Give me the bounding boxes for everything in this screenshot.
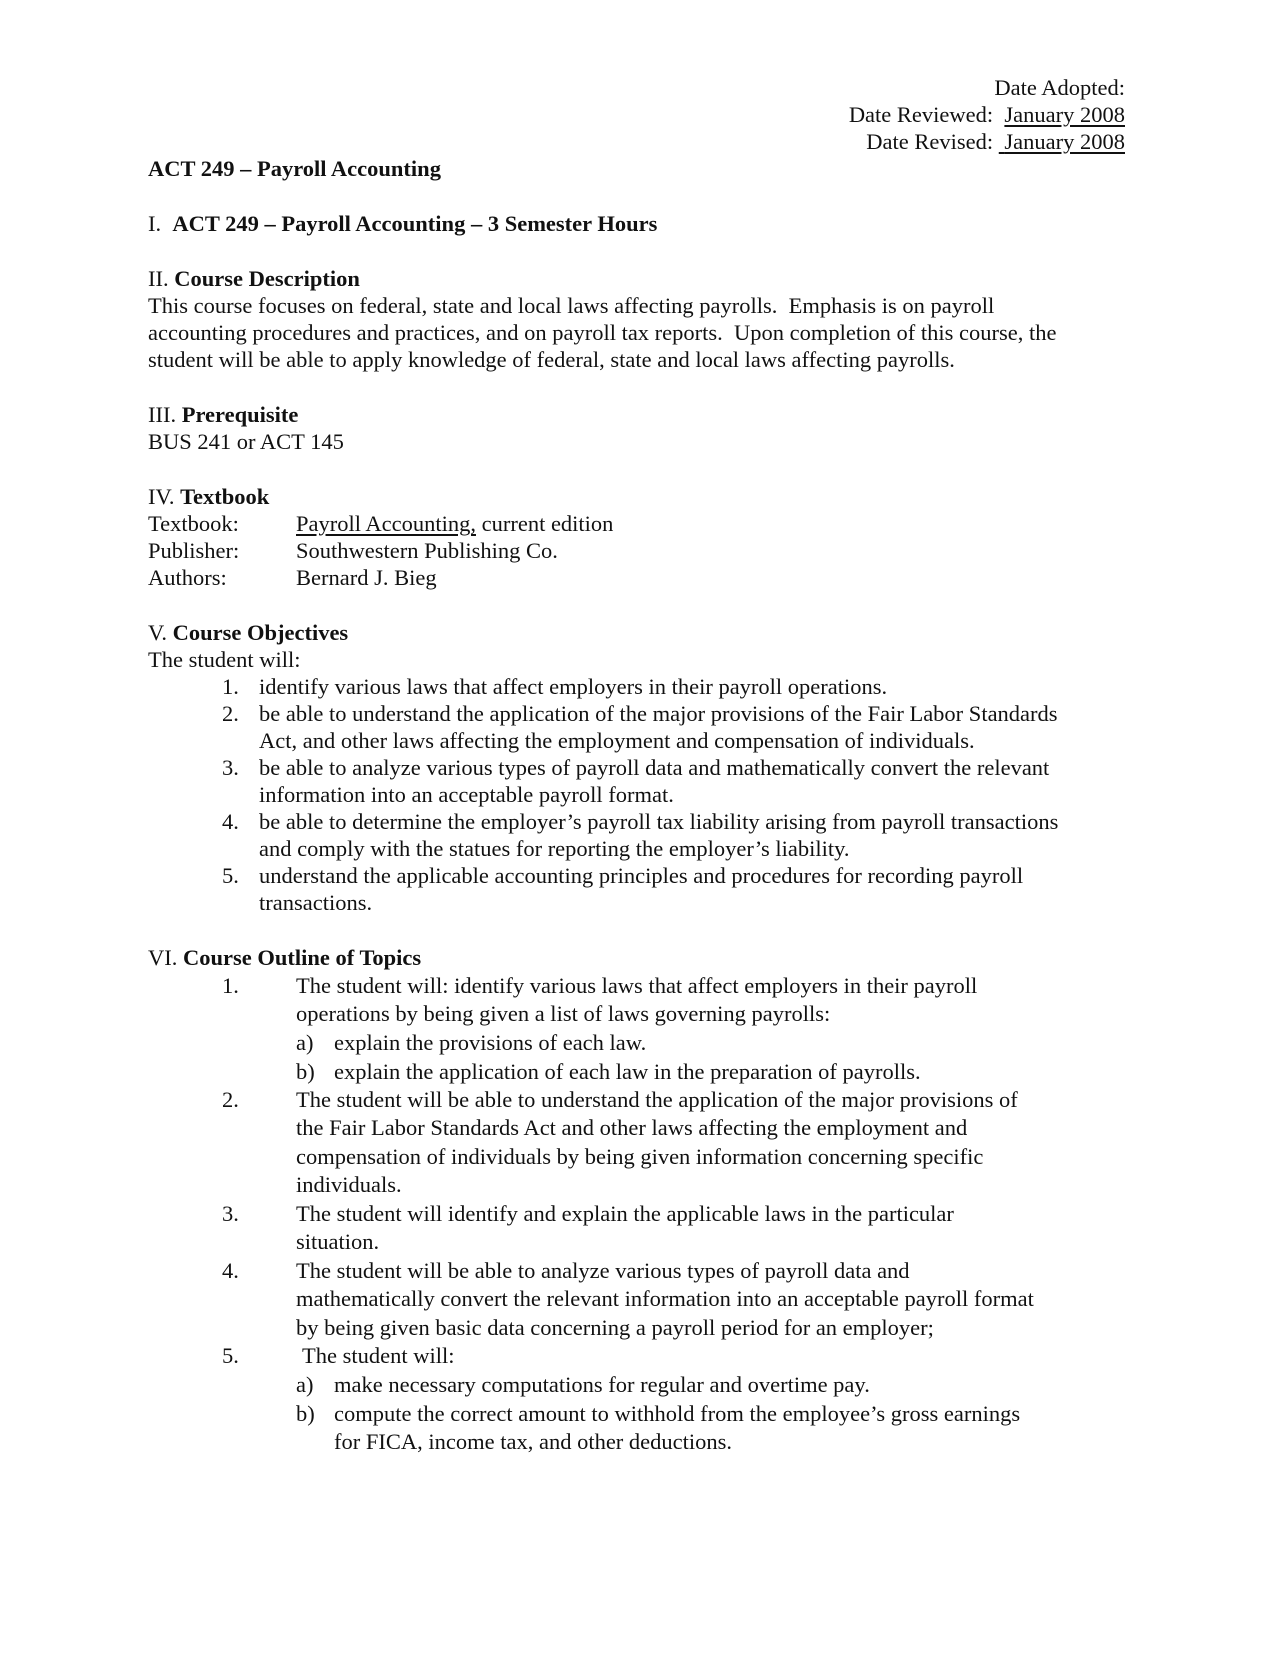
topic-number: 4. bbox=[222, 1258, 239, 1283]
topic-line: by being given basic data concerning a payroll period for an employer; bbox=[296, 1315, 934, 1340]
section-4-numeral: IV. bbox=[148, 484, 175, 509]
subtopic-letter: a) bbox=[296, 1372, 314, 1397]
section-6-heading bbox=[148, 944, 421, 972]
objectives-intro: The student will: bbox=[148, 647, 301, 672]
topic-line: compensation of individuals by being given information concerning specific bbox=[296, 1144, 984, 1169]
section-4-title: Textbook bbox=[180, 484, 270, 509]
topic-line: The student will be able to analyze various types of payroll data and bbox=[296, 1258, 910, 1283]
textbook-title: Payroll Accounting, bbox=[296, 511, 476, 536]
date-revised bbox=[866, 128, 1125, 156]
topic-number: 5. bbox=[222, 1343, 239, 1368]
topic-line: situation. bbox=[296, 1229, 380, 1254]
date-revised-label: Date Revised: bbox=[866, 129, 994, 154]
description-line: This course focuses on federal, state and local laws affecting payrolls. Emphasis is on payroll bbox=[148, 293, 995, 318]
topic-number: 3. bbox=[222, 1201, 239, 1226]
subtopic-line: compute the correct amount to withhold from the employee’s gross earnings bbox=[334, 1401, 1021, 1426]
objective-number: 2. bbox=[222, 701, 239, 726]
topic-line: The student will: bbox=[302, 1343, 455, 1368]
section-5-heading bbox=[148, 619, 348, 647]
section-3-heading bbox=[148, 401, 298, 429]
objective-line: and comply with the statues for reporting the employer’s liability. bbox=[259, 836, 850, 861]
topic-number: 2. bbox=[222, 1087, 239, 1112]
section-6-numeral: VI. bbox=[148, 945, 178, 970]
date-reviewed bbox=[849, 101, 1125, 129]
subtopic-letter: b) bbox=[296, 1059, 315, 1084]
date-reviewed-value: January 2008 bbox=[1004, 102, 1125, 127]
section-2-numeral: II. bbox=[148, 266, 169, 291]
objective-line: understand the applicable accounting principles and procedures for recording payroll bbox=[259, 863, 1024, 888]
section-2-heading bbox=[148, 265, 360, 293]
objective-number: 5. bbox=[222, 863, 239, 888]
section-6-title: Course Outline of Topics bbox=[183, 945, 422, 970]
objective-number: 1. bbox=[222, 674, 239, 699]
topic-line: The student will be able to understand the application of the major provisions of bbox=[296, 1087, 1018, 1112]
topic-line: mathematically convert the relevant information into an acceptable payroll format bbox=[296, 1286, 1034, 1311]
objective-line: information into an acceptable payroll format. bbox=[259, 782, 674, 807]
section-1-numeral: I. bbox=[148, 211, 162, 236]
subtopic-line: make necessary computations for regular and overtime pay. bbox=[334, 1372, 870, 1397]
objective-line: be able to analyze various types of payroll data and mathematically convert the relevant bbox=[259, 755, 1050, 780]
objective-line: be able to understand the application of the major provisions of the Fair Labor Standards bbox=[259, 701, 1058, 726]
textbook-value bbox=[296, 510, 613, 538]
section-4-heading bbox=[148, 483, 269, 511]
publisher-value: Southwestern Publishing Co. bbox=[296, 538, 558, 563]
objective-number: 3. bbox=[222, 755, 239, 780]
section-1-title: ACT 249 – Payroll Accounting – 3 Semester Hours bbox=[172, 211, 658, 236]
section-3-title: Prerequisite bbox=[181, 402, 299, 427]
topic-line: The student will identify and explain the applicable laws in the particular bbox=[296, 1201, 954, 1226]
objective-number: 4. bbox=[222, 809, 239, 834]
date-reviewed-label: Date Reviewed: bbox=[848, 102, 994, 127]
objective-line: transactions. bbox=[259, 890, 373, 915]
topic-line: individuals. bbox=[296, 1172, 402, 1197]
subtopic-line: explain the provisions of each law. bbox=[334, 1030, 647, 1055]
textbook-edition: current edition bbox=[475, 511, 614, 536]
date-revised-value: January 2008 bbox=[1004, 129, 1125, 154]
subtopic-line: for FICA, income tax, and other deductions. bbox=[334, 1429, 733, 1454]
textbook-label: Textbook: bbox=[148, 511, 239, 536]
topic-line: operations by being given a list of laws governing payrolls: bbox=[296, 1001, 831, 1026]
section-2-title: Course Description bbox=[174, 266, 360, 291]
topic-line: the Fair Labor Standards Act and other laws affecting the employment and bbox=[296, 1115, 968, 1140]
section-3-numeral: III. bbox=[148, 402, 177, 427]
publisher-label: Publisher: bbox=[148, 538, 240, 563]
authors-label: Authors: bbox=[148, 565, 227, 590]
subtopic-line: explain the application of each law in the preparation of payrolls. bbox=[334, 1059, 921, 1084]
section-5-numeral: V. bbox=[148, 620, 167, 645]
objective-line: identify various laws that affect employers in their payroll operations. bbox=[259, 674, 888, 699]
subtopic-letter: a) bbox=[296, 1030, 314, 1055]
description-line: accounting procedures and practices, and on payroll tax reports. Upon completion of this course, the bbox=[148, 320, 1057, 345]
objective-line: be able to determine the employer’s payroll tax liability arising from payroll transactions bbox=[259, 809, 1059, 834]
subtopic-letter: b) bbox=[296, 1401, 315, 1426]
prerequisite-text: BUS 241 or ACT 145 bbox=[148, 429, 344, 454]
topic-number: 1. bbox=[222, 973, 239, 998]
date-adopted bbox=[994, 74, 1125, 102]
section-5-title: Course Objectives bbox=[172, 620, 349, 645]
date-adopted-label: Date Adopted: bbox=[994, 75, 1125, 100]
objective-line: Act, and other laws affecting the employment and compensation of individuals. bbox=[259, 728, 975, 753]
description-line: student will be able to apply knowledge of federal, state and local laws affecting payrolls. bbox=[148, 347, 955, 372]
page-title: ACT 249 – Payroll Accounting bbox=[148, 156, 441, 181]
section-1-heading bbox=[148, 210, 657, 238]
authors-value: Bernard J. Bieg bbox=[296, 565, 437, 590]
topic-line: The student will: identify various laws that affect employers in their payroll bbox=[296, 973, 978, 998]
